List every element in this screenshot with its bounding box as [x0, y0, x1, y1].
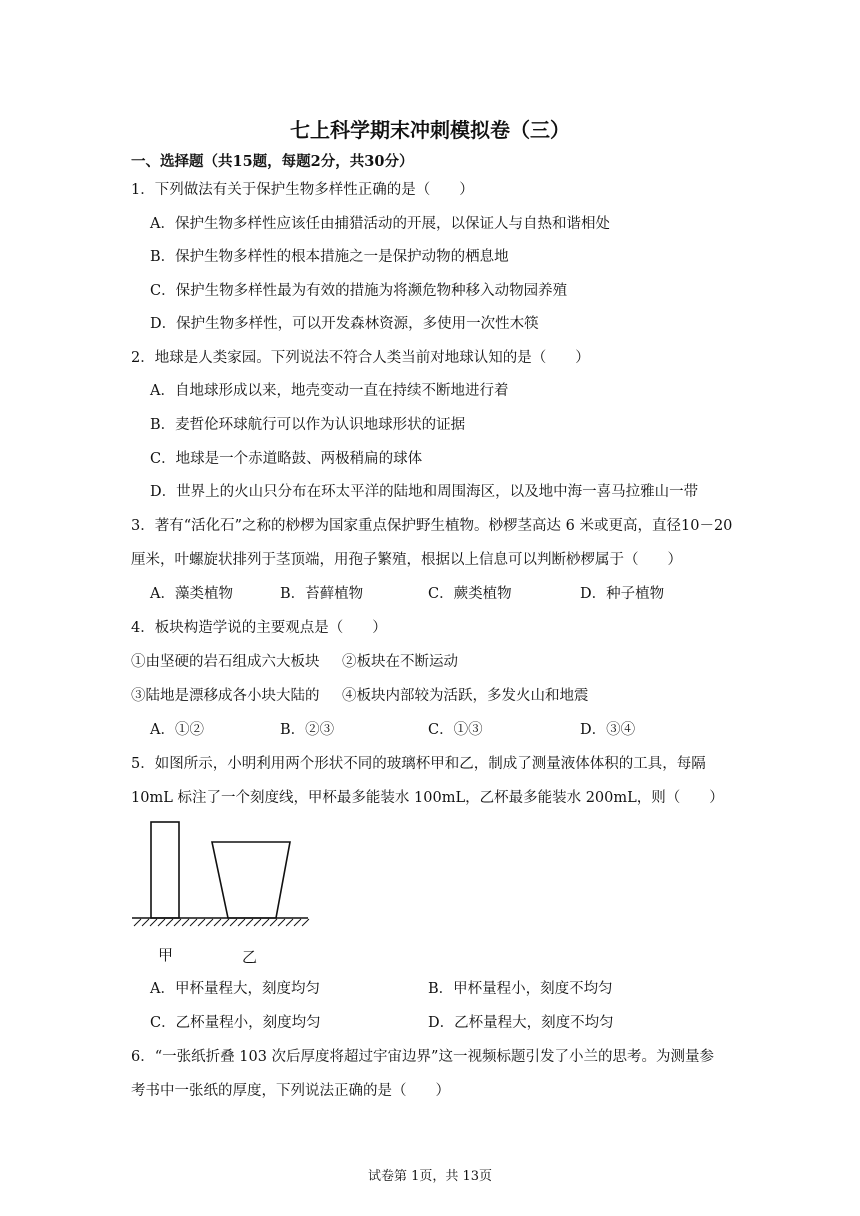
- cups-figure: [128, 818, 318, 968]
- q4-statement-4: ④板块内部较为活跃，多发火山和地震: [342, 688, 589, 704]
- q1-option-b: B．保护生物多样性的根本措施之一是保护动物的栖息地: [150, 249, 509, 265]
- q3-line-1: 3．著有“活化石”之称的桫椤为国家重点保护野生植物。桫椤茎高达 6 米或更高，直径10－20: [131, 518, 733, 534]
- q4-option-d: D．③④: [580, 722, 636, 738]
- section-heading: 一、选择题（共15题，每题2分，共30分）: [131, 153, 414, 170]
- q4-stem: 4．板块构造学说的主要观点是（ ）: [131, 620, 387, 636]
- q2-stem: 2．地球是人类家园。下列说法不符合人类当前对地球认知的是（ ）: [131, 350, 590, 366]
- q3-option-c: C．蕨类植物: [428, 586, 512, 602]
- q2-option-a: A．自地球形成以来，地壳变动一直在持续不断地进行着: [150, 383, 509, 399]
- q5-option-d: D．乙杯量程大，刻度不均匀: [428, 1015, 614, 1031]
- q6-line-2: 考书中一张纸的厚度，下列说法正确的是（ ）: [131, 1083, 450, 1099]
- q4-option-c: C．①③: [428, 722, 483, 738]
- page-footer: 试卷第 1页，共 13页: [367, 1169, 493, 1184]
- q4-statement-1: ①由坚硬的岩石组成六大板块: [131, 654, 320, 670]
- q5-option-b: B．甲杯量程小，刻度不均匀: [428, 981, 613, 997]
- q3-line-2: 厘米，叶螺旋状排列于茎顶端，用孢子繁殖，根据以上信息可以判断桫椤属于（ ）: [131, 552, 682, 568]
- label-jia: 甲: [158, 946, 174, 964]
- q3-option-b: B．苔藓植物: [280, 586, 364, 602]
- cup-yi: [212, 842, 290, 918]
- q5-line-1: 5．如图所示，小明利用两个形状不同的玻璃杯甲和乙，制成了测量液体体积的工具，每隔: [131, 756, 706, 772]
- page-title: 七上科学期末冲刺模拟卷（三）: [290, 118, 570, 142]
- q2-option-b: B．麦哲伦环球航行可以作为认识地球形状的证据: [150, 417, 466, 433]
- q4-option-b: B．②③: [280, 722, 335, 738]
- q2-option-c: C．地球是一个赤道略鼓、两极稍扁的球体: [150, 451, 423, 467]
- q4-statement-2: ②板块在不断运动: [342, 654, 458, 670]
- q4-statement-3: ③陆地是漂移成各小块大陆的: [131, 688, 320, 704]
- q6-line-1: 6．“一张纸折叠 103 次后厚度将超过宇宙边界”这一视频标题引发了小兰的思考。为测量参: [131, 1049, 714, 1065]
- q2-option-d: D．世界上的火山只分布在环太平洋的陆地和周围海区，以及地中海一喜马拉雅山一带: [150, 484, 699, 500]
- q1-option-c: C．保护生物多样性最为有效的措施为将濒危物种移入动物园养殖: [150, 283, 568, 299]
- q1-option-a: A．保护生物多样性应该任由捕猎活动的开展，以保证人与自热和谐相处: [150, 216, 610, 232]
- q3-option-d: D．种子植物: [580, 586, 665, 602]
- q4-option-a: A．①②: [150, 722, 204, 738]
- q5-option-a: A．甲杯量程大，刻度均匀: [150, 981, 320, 997]
- q1-stem: 1．下列做法有关于保护生物多样性正确的是（ ）: [131, 182, 474, 198]
- q5-line-2: 10mL 标注了一个刻度线，甲杯最多能装水 100mL，乙杯最多能装水 200mL，则（ ）: [131, 790, 724, 806]
- q1-option-d: D．保护生物多样性，可以开发森林资源，多使用一次性木筷: [150, 316, 539, 332]
- ground-hatching: [134, 919, 309, 926]
- q5-option-c: C．乙杯量程小，刻度均匀: [150, 1015, 321, 1031]
- label-yi: 乙: [242, 948, 258, 966]
- q3-option-a: A．藻类植物: [150, 586, 233, 602]
- cup-jia: [151, 822, 179, 918]
